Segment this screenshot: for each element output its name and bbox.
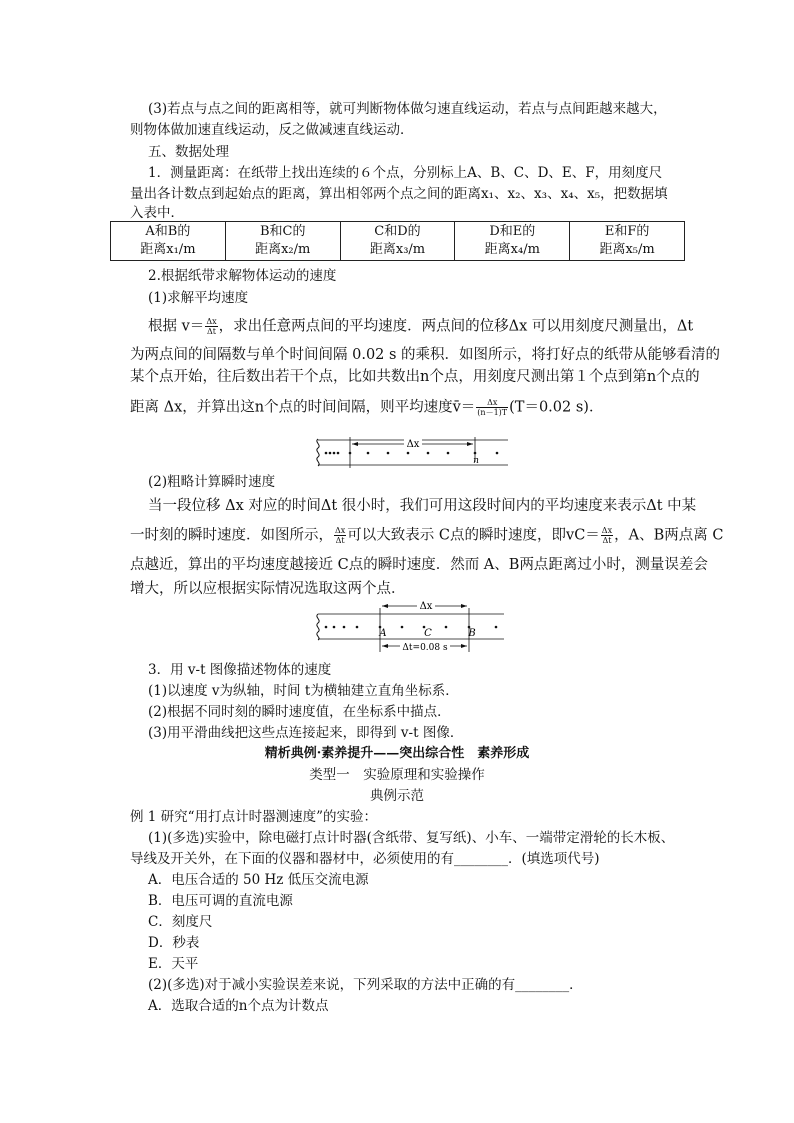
question-2-line: (2)(多选)对于减小实验误差来说，下列采取的方法中正确的有________．: [148, 977, 583, 993]
question-1-option-c: C．刻度尺: [148, 914, 213, 930]
step-2-line-c: 某个点开始，往后数出若干个点，比如共数出n个点，用刻度尺测出第１个点到第n个点的: [130, 369, 700, 385]
fraction-dx-dt: $\frac{\Delta x}{\Delta t}$: [335, 526, 346, 545]
average-velocity-formula-line: 根据 v＝ $\frac{\Delta x}{\Delta t}$ ，求出任意两点间的平均速度．两点间的位移Δx 可以用刻度尺测量出，Δt: [148, 317, 694, 336]
sub2-line-4: 增大，所以应根据实际情况选取这两个点．: [130, 581, 406, 597]
step-3-item-1: (1)以速度 v为纵轴，时间 t为横轴建立直角坐标系．: [148, 683, 459, 699]
delta-t-label: Δt=0.08 s: [402, 643, 448, 653]
table-header-cell: A和B的 距离x₁/m: [111, 222, 226, 261]
point-n-label: n: [473, 456, 479, 466]
point-b-label: B: [468, 628, 476, 639]
step-3-title: 3．用 v-t 图像描述物体的速度: [148, 662, 332, 678]
delta-x-label: Δx: [406, 439, 420, 450]
step-2-title: 2.根据纸带求解物体运动的速度: [148, 268, 337, 284]
instantaneous-velocity-line: 一时刻的瞬时速度．如图所示， $\frac{\Delta x}{\Delta t}$ 可以大致表示 C点的瞬时速度，即vC＝ $\frac{\Delta x}{\Delta t}$ ，A、B两点离 C: [130, 526, 724, 545]
point-a-label: A: [379, 628, 387, 639]
section-heading-1: 精析典例·素养提升——突出综合性 素养形成: [264, 746, 530, 761]
sub2-line-1: 当一段位移 Δx 对应的时间Δt 很小时，我们可用这段时间内的平均速度来表示Δt 中某: [148, 498, 697, 514]
step-2-sub1-title: (1)求解平均速度: [148, 290, 249, 306]
fraction-dx-over-n-minus-1-t: $\frac{\Delta x}{(n-1)T}$: [477, 398, 508, 417]
sub2-line-3: 点越近，算出的平均速度越接近 C点的瞬时速度．然而 A、B两点距离过小时，测量误差会: [130, 557, 708, 573]
table-header-cell: C和D的 距离x₃/m: [340, 222, 455, 261]
delta-x-label: Δx: [419, 601, 433, 612]
question-1-option-b: B．电压可调的直流电源: [148, 893, 293, 909]
step-1-line-2: 量出各计数点到起始点的距离，算出相邻两个点之间的距离x₁、x₂、x₃、x₄、x₅，把数据填: [130, 186, 668, 202]
section-5-heading: 五、数据处理: [148, 144, 229, 160]
table-header-cell: B和C的 距离x₂/m: [225, 222, 340, 261]
section-heading-3: 典例示范: [370, 788, 424, 804]
question-2-option-a: A．选取合适的n个点为计数点: [148, 998, 329, 1014]
question-1-option-a: A．电压合适的 50 Hz 低压交流电源: [148, 872, 369, 888]
question-1-option-e: E．天平: [148, 956, 199, 972]
table-header-cell: E和F的 距离x₅/m: [570, 222, 685, 261]
tape-figure-2: [312, 600, 512, 658]
step-1-line-3: 入表中．: [130, 205, 184, 221]
question-1-option-d: D．秒表: [148, 935, 200, 951]
step-1-line-1: 1．测量距离：在纸带上找出连续的６个点，分别标上A、B、C、D、E、F，用刻度尺: [148, 165, 663, 181]
question-1-line-1: (1)(多选)实验中，除电磁打点计时器(含纸带、复写纸)、小车、一端带定滑轮的长木板、: [148, 830, 675, 846]
average-velocity-n-points-line: 距离 Δx，并算出这n个点的时间间隔，则平均速度v̄＝ $\frac{\Delta x}{(n-1)T}$ (T＝0.02 s)．: [130, 398, 604, 417]
tape-dots: [325, 452, 499, 455]
tape-figure-1: [312, 432, 512, 470]
fraction-dx-dt: $\frac{\Delta x}{\Delta t}$: [601, 526, 613, 545]
distance-table: [110, 221, 685, 261]
point-c-label: C: [424, 628, 432, 639]
fraction-dx-dt: $\frac{\Delta x}{\Delta t}$: [206, 317, 217, 336]
example-1-intro: 例 1 研究“用打点计时器测速度”的实验：: [130, 809, 377, 825]
step-3-item-3: (3)用平滑曲线把这些点连接起来，即得到 v-t 图像．: [148, 725, 464, 741]
table-header-cell: D和E的 距离x₄/m: [455, 222, 570, 261]
paragraph-3-line-2: 则物体做加速直线运动，反之做减速直线运动．: [130, 122, 414, 138]
step-3-item-2: (2)根据不同时刻的瞬时速度值，在坐标系中描点．: [148, 704, 451, 720]
question-1-line-2: 导线及开关外，在下面的仪器和器材中，必须使用的有________．(填选项代号): [130, 851, 600, 867]
paragraph-3-line-1: (3)若点与点之间的距离相等，就可判断物体做匀速直线运动，若点与点间距越来越大，: [148, 101, 667, 117]
section-heading-2: 类型一 实验原理和实验操作: [309, 767, 485, 783]
sub2-title: (2)粗略计算瞬时速度: [148, 474, 276, 490]
step-2-line-b: 为两点间的间隔数与单个时间间隔 0.02 s 的乘积．如图所示，将打好点的纸带从能够看清的: [130, 347, 721, 363]
